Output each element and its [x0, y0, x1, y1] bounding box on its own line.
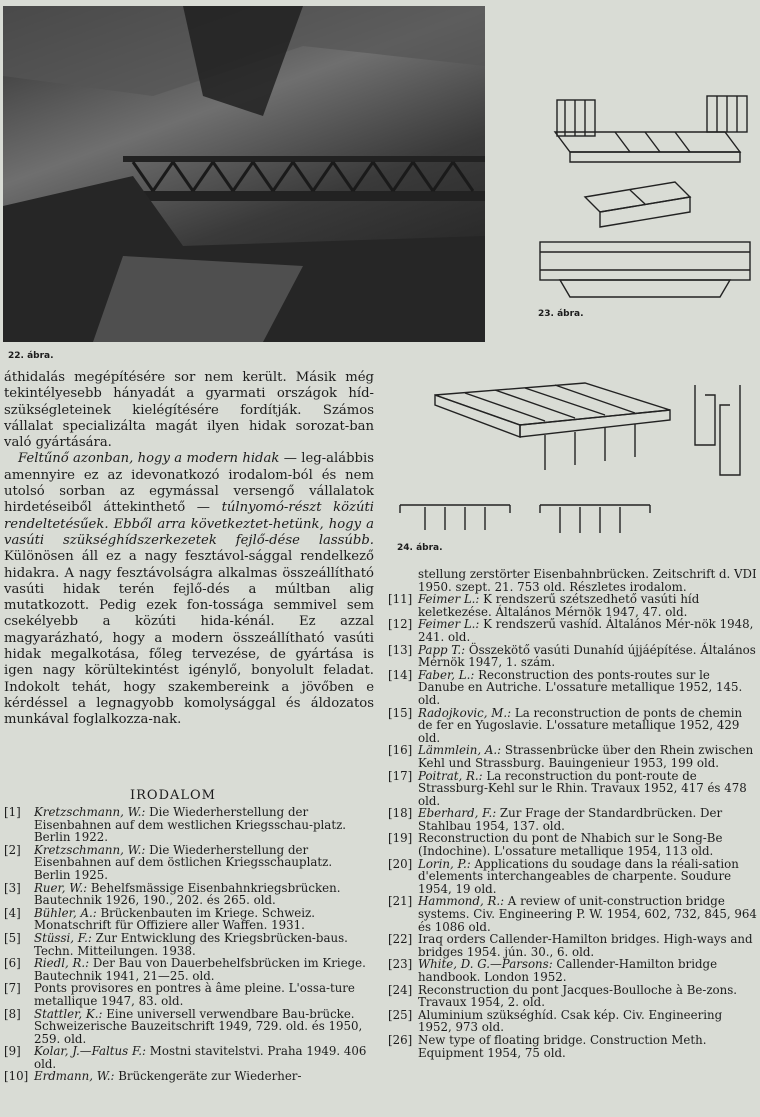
paragraph-2-italic-a: Feltűnő azonban, hogy a modern hidak [18, 451, 280, 467]
reference-item [388, 1009, 758, 1034]
reference-author: Feimer L.: [418, 592, 480, 607]
reference-author: Hammond, R.: [418, 894, 505, 909]
reference-number: [8] [4, 1006, 21, 1021]
paragraph-2 [4, 451, 374, 728]
reference-number: [16] [388, 743, 413, 758]
reference-item [4, 957, 370, 982]
reference-text: Aluminium szükséghíd. Csak kép. Civ. Engineering 1952, 973 old. [418, 1007, 723, 1035]
reference-text: Callender-Hamilton bridge handbook. London 1952. [418, 957, 718, 984]
paragraph-1: áthidalás megépítésére sor nem került. Másik még tekintélyesebb hányadát a gyarmati országok híd-szükségleteinek kielégítésére fordítják. Számos vállalat specializálta magát ilyen hidak sorozat-ban való gyártására. [4, 370, 374, 451]
reference-text: Iraq orders Callender-Hamilton bridges. High-ways and bridges 1954. jún. 30., 6. old. [418, 932, 753, 959]
reference-item [4, 882, 370, 907]
reference-item [388, 984, 758, 1009]
bridge-photo [3, 6, 485, 342]
reference-text: La reconstruction du pont-route de Strassburg-Kehl sur le Rhin. Travaux 1952, 417 és 478 old. [418, 768, 747, 808]
reference-author: Stattler, K.: [34, 1006, 103, 1021]
reference-item [4, 1045, 370, 1070]
reference-author: Radojkovic, M.: [418, 705, 512, 720]
reference-text: Strassenbrücke über den Rhein zwischen Kehl und Strassburg. Bauingenieur 1953, 199 old. [418, 743, 754, 770]
figure-23-caption: 23. ábra. [538, 309, 584, 319]
reference-number: [26] [388, 1032, 413, 1047]
reference-text: Mostni stavitelstvi. Praha 1949. 406 old. [34, 1044, 367, 1071]
paragraph-2-italic-b: túlnyomó-részt közúti rendeltetésűek. Ebből arra következtet-hetünk, hogy a vasúti szükséghídszerkezetek fejlő-dése lassúbb. [4, 500, 374, 548]
reference-item [388, 807, 758, 832]
reference-item [388, 858, 758, 896]
reference-author: Lämmlein, A.: [418, 743, 502, 758]
reference-item [388, 1034, 758, 1059]
paragraph-2-text-b: Különösen áll ez a nagy fesztávol-sággal rendelkező hidakra. A nagy fesztávolságra alkalmas összeállítható vasúti hidak terén fejlő-dés a múltban alig mutatkozott. Pedig ezek fon-tossága semmivel sem csekélyebb a közúti hida-kénál. Ez azzal magyarázható, hogy a modern összeállítható vasúti hidak megalkotása, főleg tervezése, de gyártása is igen nagy körültekintést igénylő, bonyolult feladat. Indokolt tehát, hogy szakembereink a jövőben e kérdéssel a legnagyobb komolysággal és áldozatos munkával foglalkozza-nak. [4, 549, 374, 728]
reference-number: [15] [388, 705, 413, 720]
reference-author: Feimer L.: [418, 617, 480, 632]
reference-item [388, 744, 758, 769]
figure-24-drawing [395, 375, 760, 540]
reference-number: [7] [4, 981, 21, 996]
reference-text: Die Wiederherstellung der Eisenbahnen auf dem östlichen Kriegsschauplatz. Berlin 1925. [34, 842, 333, 882]
reference-number: [10] [4, 1069, 29, 1084]
reference-number: [25] [388, 1007, 413, 1022]
reference-item [388, 618, 758, 643]
reference-number: [21] [388, 894, 413, 909]
reference-item [4, 932, 370, 957]
reference-text: Eine universell verwendbare Bau-brücke. Schweizerische Bauzeitschrift 1949, 729. old. és 1950, 259. old. [34, 1006, 363, 1046]
reference-text: Applications du soudage dans la réali-sation d'elements interchangeables de charpente. Soudure 1954, 19 old. [418, 856, 739, 896]
figure-24-caption: 24. ábra. [397, 543, 443, 553]
references-right-list [388, 593, 758, 1059]
reference-text: Zur Entwicklung des Kriegsbrücken-baus. Techn. Mitteilungen. 1938. [34, 930, 348, 958]
reference-item [4, 1070, 370, 1083]
reference-item [388, 832, 758, 857]
reference-author: Riedl, R.: [34, 956, 90, 971]
reference-item [388, 895, 758, 933]
body-text [4, 370, 374, 729]
paragraph-2-text-a: — leg-alábbis amennyire ez az idevonatkozó irodalom-ból és nem utolsó sorban az egymással versengő vállalatok hirdetéseiből áttekinthető — [4, 451, 374, 516]
reference-author: Lorin, P.: [418, 856, 471, 871]
reference-number: [11] [388, 592, 413, 607]
reference-item [388, 644, 758, 669]
reference-10-continued: stellung zerstörter Eisenbahnbrücken. Zeitschrift d. VDI 1950. szept. 21. 753 old. Részletes irodalom. [418, 567, 757, 594]
reference-item [388, 933, 758, 958]
reference-text: Der Bau von Dauerbehelfsbrücken im Kriege. Bautechnik 1941, 21—25. old. [34, 956, 366, 983]
reference-text: Brückengeräte zur Wiederher- [114, 1069, 302, 1084]
reference-text: Ponts provisores en pontres à âme pleine. L'ossa-ture metallique 1947, 83. old. [34, 981, 355, 1008]
reference-number: [12] [388, 617, 413, 632]
reference-text: Die Wiederherstellung der Eisenbahnen auf dem westlichen Kriegsschau-platz. Berlin 1922. [34, 805, 347, 845]
reference-item [388, 593, 758, 618]
reference-number: [20] [388, 856, 413, 871]
reference-number: [6] [4, 956, 21, 971]
reference-item [4, 844, 370, 882]
reference-text: K rendszerű vashíd. Általános Mér-nök 1948, 241. old. [418, 617, 754, 644]
reference-text: Reconstruction du pont de Nhabich sur le Song-Be (Indochine). L'ossature metallique 1954, 113 old. [418, 831, 723, 859]
reference-number: [1] [4, 805, 21, 819]
reference-number: [9] [4, 1044, 21, 1059]
references-right [388, 568, 758, 1059]
reference-number: [3] [4, 880, 21, 895]
reference-item [388, 669, 758, 707]
reference-text: Reconstruction des ponts-routes sur le Danube en Autriche. L'ossature metallique 1952, 145. old. [418, 667, 743, 707]
reference-number: [13] [388, 642, 413, 657]
reference-author: Eberhard, F.: [418, 806, 497, 821]
reference-item [388, 770, 758, 808]
reference-item [4, 982, 370, 1007]
reference-text: Brückenbauten im Kriege. Schweiz. Monatschrift für Offiziere aller Waffen. 1931. [34, 905, 316, 933]
reference-author: White, D. G.—Parsons: [418, 957, 553, 972]
reference-text: A review of unit-construction bridge systems. Civ. Engineering P. W. 1954, 602, 732, 845, 964 és 1086 old. [418, 894, 757, 934]
reference-text: Zur Frage der Standardbrücken. Der Stahlbau 1954, 137. old. [418, 806, 723, 833]
reference-number: [2] [4, 842, 21, 857]
reference-number: [17] [388, 768, 413, 783]
reference-number: [18] [388, 806, 413, 821]
reference-author: Papp T.: [418, 642, 466, 657]
reference-author: Faber, L.: [418, 667, 475, 682]
figure-23-drawing [535, 92, 755, 307]
reference-number: [14] [388, 667, 413, 682]
reference-text: New type of floating bridge. Construction Meth. Equipment 1954, 75 old. [418, 1032, 707, 1060]
reference-number: [23] [388, 957, 413, 972]
reference-author: Kretzschmann, W.: [34, 805, 146, 819]
reference-author: Kretzschmann, W.: [34, 842, 146, 857]
reference-text: Összekötő vasúti Dunahíd újjáépítése. Általános Mérnök 1947, 1. szám. [418, 642, 756, 670]
reference-number: [22] [388, 932, 413, 947]
reference-item [388, 958, 758, 983]
reference-text: Reconstruction du pont Jacques-Boulloche à Be-zons. Travaux 1954, 2. old. [418, 982, 738, 1010]
reference-author: Bühler, A.: [34, 905, 97, 920]
reference-number: [19] [388, 831, 413, 846]
reference-number: [24] [388, 982, 413, 997]
reference-item [4, 806, 370, 844]
reference-item [388, 707, 758, 745]
reference-item [4, 907, 370, 932]
reference-number: [4] [4, 905, 21, 920]
reference-author: Erdmann, W.: [34, 1069, 115, 1084]
bridge-photo-sketch [3, 6, 485, 342]
references-left [4, 806, 370, 1083]
references-heading: IRODALOM [130, 788, 216, 803]
reference-number: [5] [4, 930, 21, 945]
reference-item [4, 1008, 370, 1046]
reference-text: K rendszerű szétszedhető vasúti híd keletkezése. Általános Mérnök 1947, 47. old. [418, 592, 700, 619]
figure-22-caption: 22. ábra. [8, 351, 54, 361]
reference-author: Kolar, J.—Faltus F.: [34, 1044, 147, 1059]
reference-author: Ruer, W.: [34, 880, 88, 895]
reference-text: Behelfsmässige Eisenbahnkriegsbrücken. Bautechnik 1926, 190., 202. és 265. old. [34, 880, 341, 908]
reference-author: Poitrat, R.: [418, 768, 483, 783]
reference-author: Stüssi, F.: [34, 930, 92, 945]
reference-text: La reconstruction de ponts de chemin de fer en Yugoslavie. L'ossature metallique 1952, 429 old. [418, 705, 743, 745]
